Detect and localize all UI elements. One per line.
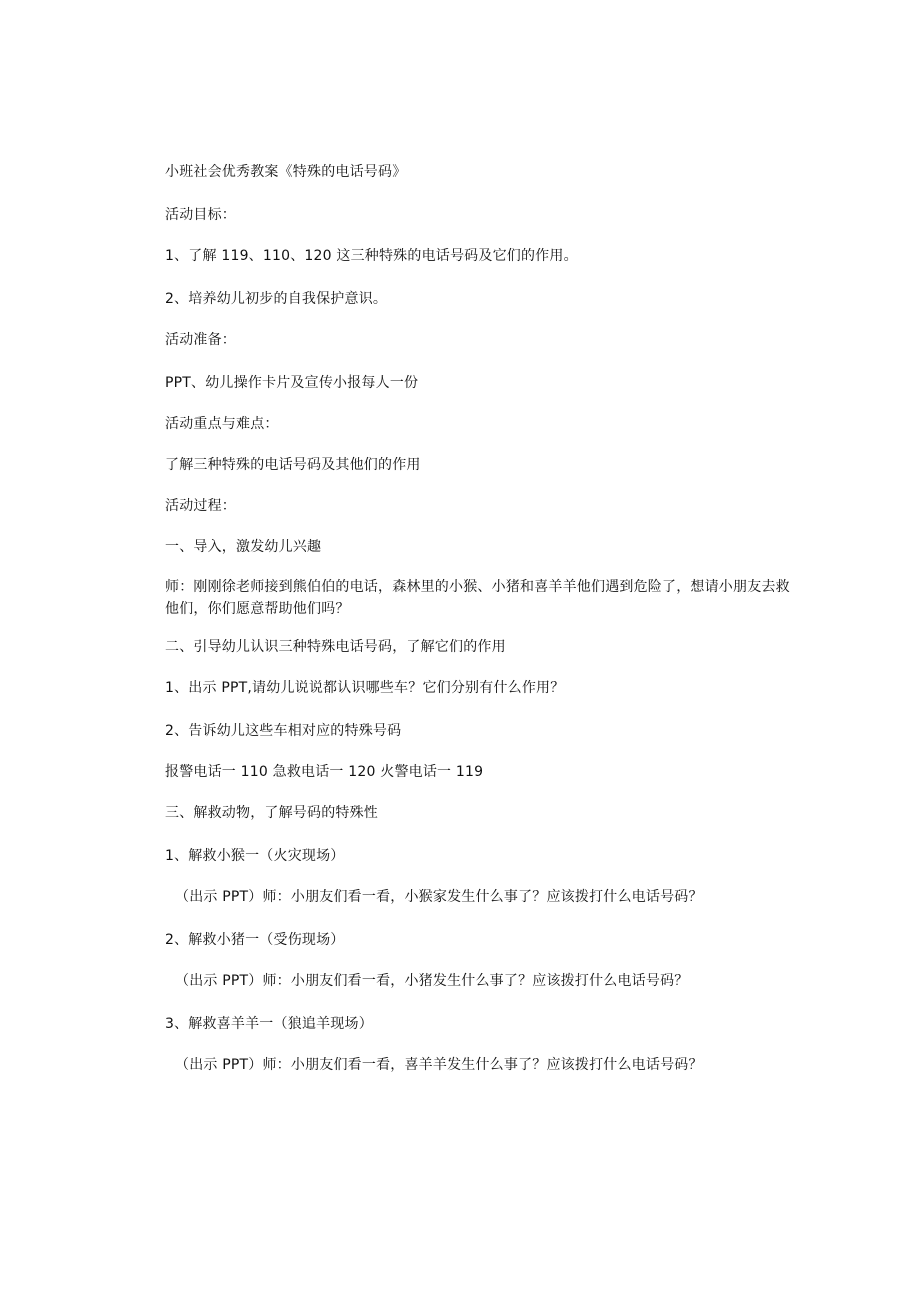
section-2-item-2: 2、告诉幼儿这些车相对应的特殊号码 (165, 723, 402, 739)
rescue-sheep-text: （出示 PPT）师：小朋友们看一看，喜羊羊发生什么事了？应该拨打什么电话号码？ (175, 1057, 703, 1073)
section-2-item-1: 1、出示 PPT,请幼儿说说都认识哪些车？它们分别有什么作用？ (165, 680, 565, 696)
rescue-monkey-text: （出示 PPT）师：小朋友们看一看，小猴家发生什么事了？应该拨打什么电话号码？ (175, 889, 703, 905)
document-title: 小班社会优秀教案《特殊的电话号码》 (165, 164, 407, 180)
rescue-pig-heading: 2、解救小猪一（受伤现场） (165, 932, 345, 948)
section-1-paragraph: 师：刚刚徐老师接到熊伯伯的电话，森林里的小猴、小猪和喜羊羊他们遇到危险了，想请小朋友去救他们，你们愿意帮助他们吗？ (165, 579, 790, 617)
preparation-text: PPT、幼儿操作卡片及宣传小报每人一份 (165, 375, 419, 391)
heading-process: 活动过程： (165, 498, 236, 514)
heading-preparation: 活动准备： (165, 332, 236, 348)
section-1-heading: 一、导入，激发幼儿兴趣 (165, 539, 322, 555)
key-points-text: 了解三种特殊的电话号码及其他们的作用 (165, 457, 421, 473)
objective-1: 1、了解 119、110、120 这三种特殊的电话号码及它们的作用。 (165, 248, 578, 264)
objective-2: 2、培养幼儿初步的自我保护意识。 (165, 291, 388, 307)
rescue-sheep-heading: 3、解救喜羊羊一（狼追羊现场） (165, 1016, 373, 1032)
rescue-pig-text: （出示 PPT）师：小朋友们看一看，小猪发生什么事了？应该拨打什么电话号码？ (175, 973, 689, 989)
heading-key-points: 活动重点与难点： (165, 416, 279, 432)
rescue-monkey-heading: 1、解救小猴一（火灾现场） (165, 848, 345, 864)
section-2-heading: 二、引导幼儿认识三种特殊电话号码，了解它们的作用 (165, 639, 506, 655)
heading-objectives: 活动目标： (165, 207, 236, 223)
emergency-numbers: 报警电话一 110 急救电话一 120 火警电话一 119 (165, 764, 484, 780)
section-3-heading: 三、解救动物，了解号码的特殊性 (165, 805, 378, 821)
